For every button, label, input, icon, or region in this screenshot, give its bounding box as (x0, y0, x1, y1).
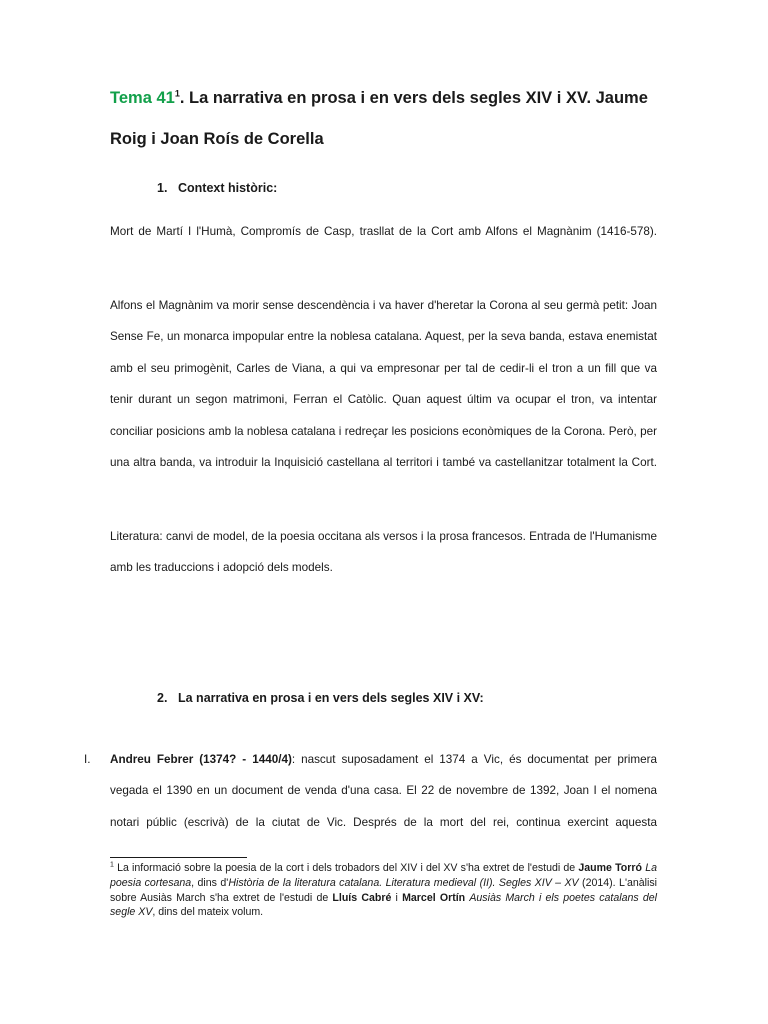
section-heading-context (157, 181, 277, 195)
footnote-text: , dins del mateix volum. (152, 906, 264, 919)
footnote-reference[interactable]: 1 (174, 88, 180, 99)
author-name: Andreu Febrer (1374? - 1440/4) (110, 753, 292, 766)
author-colon: : (291, 753, 296, 766)
title-text: . La narrativa en prosa i en vers dels segles XIV i XV. Jaume Roig i Joan Roís de Corella (110, 89, 648, 148)
footnote-text: La informació sobre la poesia de la cort i dels trobadors del XIV i del XV s'ha extret de l'estudi de (113, 862, 579, 874)
footnote-text: i (391, 891, 403, 904)
paragraph: Literatura: canvi de model, de la poesia occitana als versos i la prosa francesos. Entrada de l'Humanisme amb les traduccions i adopció dels models. (110, 530, 657, 575)
list-marker: I. (84, 753, 91, 766)
footnote-work-title: Història de la literatura catalana. Literatura medieval (II). Segles XIV – XV (228, 876, 579, 889)
section-title: La narrativa en prosa i en vers dels segles XIV i XV: (178, 691, 484, 705)
footnote-author: Jaume Torró (578, 862, 642, 874)
footnote-number: 1 (110, 861, 114, 869)
footnote-author: Marcel Ortín (402, 891, 466, 904)
footnote-separator (110, 857, 247, 858)
footnote-author: Lluís Cabré (332, 891, 392, 904)
section-number: 1. (157, 181, 168, 195)
paragraph: Mort de Martí I l'Humà, Compromís de Casp, trasllat de la Cort amb Alfons el Magnànim (1416-578). (110, 225, 657, 238)
tema-label: Tema 41 (110, 89, 175, 107)
footnote-text: , dins d' (191, 876, 229, 889)
section-title: Context històric: (178, 181, 278, 195)
section-number: 2. (157, 691, 168, 705)
footnote-text: (2014). L'anàlisi sobre Ausiàs March s'ha extret de l'estudi de (110, 876, 657, 904)
footnote-work-title: Ausiàs March i els poetes catalans del segle XV (110, 891, 657, 919)
section-heading-narrativa (157, 691, 484, 705)
author-text: nascut suposadament el 1374 a Vic, és documentat per primera vegada el 1390 en un document de venda d'una casa. El 22 de novembre de 1392, Joan I el nomena notari públic (escrivà) de la ciutat de Vic. Després de la mort del rei, continua exercint aquesta (110, 753, 657, 829)
paragraph: Alfons el Magnànim va morir sense descendència i va haver d'heretar la Corona al seu germà petit: Joan Sense Fe, un monarca impopular entre la noblesa catalana. Aquest, per la seva banda, estava enemistat amb el seu primogènit, Carles de Viana, a qui va empresonar per tal de cedir-li el tron a un fill que va tenir durant un segon matrimoni, Ferran el Catòlic. Quan aquest últim va ocupar el tron, va intentar conciliar posicions amb la noblesa catalana i redreçar les posicions econòmiques de la Corona. Però, per una altra banda, va introduir la Inquisició castellana al territori i també va castellanitzar totalment la Cort. (110, 299, 657, 470)
footnote (110, 861, 657, 920)
list-item-paragraph (110, 744, 657, 870)
footnote-work-title: La poesia cortesana (110, 862, 657, 889)
page-title (110, 78, 660, 160)
